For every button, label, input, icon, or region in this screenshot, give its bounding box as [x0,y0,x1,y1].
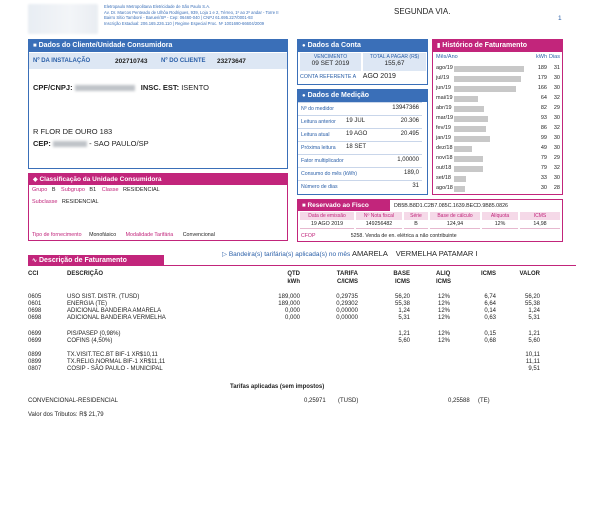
history-kwh: 86 [540,125,547,131]
supply-row [32,232,286,238]
classification-header-label: Classificação da Unidade Consumidora [39,176,162,183]
history-kwh: 166 [537,85,547,91]
history-row [436,164,560,174]
trend-icon: ∿ [32,258,38,264]
billing-icms: 0,15 [484,331,496,337]
billing-tarifa: 0,29302 [336,301,358,307]
history-row [436,104,560,114]
history-month: jun/19 [436,85,451,91]
subgrupo-label: Subgrupo [61,187,85,193]
fiscal-cell [430,212,480,232]
history-month: set/18 [436,175,451,181]
billing-icms: 0,68 [484,338,496,344]
measurement-value: 31 [412,183,419,189]
ref-label: CONTA REFERENTE A [300,74,357,80]
history-bar [454,156,483,162]
due-date-value: 09 SET 2019 [311,60,350,67]
fiscal-col-value: 124,94 [430,220,480,229]
history-month: mar/19 [436,115,454,121]
measurement-row [298,154,422,166]
measurement-label: Número de dias [301,184,338,190]
flags-values: AMARELA VERMELHA PATAMAR I [352,249,478,258]
billing-aliq: 12% [437,308,450,314]
billing-row [28,308,588,315]
billing-aliq: 12% [437,294,450,300]
history-days: 30 [553,135,560,141]
history-kwh: 79 [540,165,547,171]
fiscal-col-value: 149256482 [356,220,402,229]
billing-icms: 6,74 [484,294,496,300]
billing-valor: 11,11 [525,359,540,365]
billing-qtd: 0,000 [284,315,300,321]
history-bar [454,66,524,72]
history-kwh: 179 [537,75,547,81]
history-days-header: Dias [548,54,560,60]
ids-row [29,53,287,69]
flags-row [222,249,477,258]
billing-qtd: 189,000 [278,294,300,300]
history-kwh: 99 [540,135,547,141]
billing-desc: PIS/PASEP (0,98%) [67,331,121,337]
client-header [29,40,287,52]
total-value: 155,67 [384,60,405,67]
history-panel [432,39,563,195]
classe-value: RESIDENCIAL [123,187,160,193]
fiscal-cell [404,212,428,232]
history-month: abr/19 [436,105,452,111]
fiscal-cell [520,212,560,232]
billing-qtd: 0,000 [284,308,300,314]
history-row [436,154,560,164]
history-month: jul/19 [436,75,450,81]
measurement-label: Leitura atual [301,132,330,138]
company-line: Av. Dr. Marcos Penteado de Ulhôa Rodrigues, 939, Loja 1 e 2, Térreo, 1º ao 2º andar - Torre II [104,9,279,15]
cfop-row [301,233,457,239]
subclasse-label: Subclasse [32,199,58,205]
due-date-label: VENCIMENTO [313,54,348,60]
billing-base: 55,38 [394,301,410,307]
measurement-row [298,115,422,127]
flags-label: Bandeira(s) tarifária(s) aplicada(s) no mês [228,251,351,258]
installation-label: Nº DA INSTALAÇÃO [33,58,91,64]
billing-cci: 0807 [28,366,42,372]
account-header [298,40,427,52]
billing-desc: TX.RELIG.NORMAL BIF-1 XR$11,11 [67,359,166,365]
history-days: 32 [553,95,560,101]
billing-base: 56,20 [394,294,410,300]
billing-row [28,338,588,345]
billing-desc: ADICIONAL BANDEIRA VERMELHA [67,315,166,321]
history-kwh: 49 [540,145,547,151]
measurement-row [298,128,422,140]
billing-cci: 0899 [28,352,42,358]
fiscal-col-header: Série [404,212,428,220]
billing-cci: 0699 [28,331,42,337]
measurement-mid: 19 AGO [346,131,368,137]
history-kwh: 79 [540,155,547,161]
flag-icon: ▷ [222,251,227,258]
billing-row [28,294,588,301]
fornecimento-value: Monofásico [89,232,117,238]
billing-valor: 1,24 [528,308,540,314]
grupo-value: B [51,187,56,193]
billing-base: 5,31 [398,315,410,321]
measurement-row [298,141,422,153]
history-days: 30 [553,145,560,151]
measurement-value: 20.495 [400,131,419,137]
col-aliq: ALIQ [436,271,451,277]
history-bar [454,186,465,192]
classification-header [29,174,287,185]
measurement-row [298,167,422,179]
measurement-label: Fator multiplicador [301,158,344,164]
user-icon: ◆ [33,177,38,183]
billing-desc: USO SIST. DISTR. (TUSD) [67,294,140,300]
history-kwh: 30 [540,185,547,191]
insc-value: ISENTO [181,83,210,92]
history-bar [454,76,521,82]
billing-valor: 56,20 [524,294,540,300]
fiscal-col-header: ICMS [520,212,560,220]
address-line: R FLOR DE OURO 183 [33,127,113,136]
measurement-value: 13947366 [392,105,419,111]
billing-aliq: 12% [437,331,450,337]
billing-cci: 0699 [28,338,42,344]
account-header-label: Dados da Conta [307,42,361,49]
history-days: 30 [553,75,560,81]
history-month: mai/19 [436,95,453,101]
cpf-redacted [75,85,135,91]
billing-row [28,359,588,366]
modalidade-value: Convencional [182,232,215,238]
billing-icms: 6,64 [484,301,496,307]
history-bar [454,146,472,152]
company-logo [28,4,98,34]
billing-desc: COSIP - SÃO PAULO - MUNICIPAL [67,366,163,372]
billing-valor: 5,60 [528,338,540,344]
measurement-header-label: Dados de Medição [307,92,370,99]
history-days: 31 [553,65,560,71]
history-header [433,40,562,52]
company-line: Bairro Sítio Tamboré - Barueri/SP - Cep: 06460-040 | CNPJ 61.695.227/0001-93 [104,15,253,21]
measurement-label: Nº do medidor [301,106,335,112]
fiscal-cell [356,212,402,232]
total-cell [363,53,426,71]
ref-value: AGO 2019 [362,73,396,80]
fiscal-col-value: 19 AGO 2019 [300,220,354,229]
billing-row [28,301,588,308]
client-panel [28,39,288,169]
col-cci: CCI [28,271,39,277]
history-row [436,64,560,74]
history-kwh: 33 [540,175,547,181]
col-desc: DESCRIÇÃO [67,271,104,277]
classification-panel [28,173,288,241]
history-kwh-header: kWh [536,54,547,60]
col-base: BASE [393,271,410,277]
client-number-value: 23273647 [217,58,246,65]
col-icms: ICMS [481,271,496,277]
billing-tarifa: 0,29735 [336,294,358,300]
billing-cci: 0698 [28,308,42,314]
fiscal-col-value: 14,98 [520,220,560,229]
fiscal-col-header: Data de emissão [300,212,354,220]
history-row [436,134,560,144]
billing-qtd: 189,000 [278,301,300,307]
tariff-tusd-label: (TUSD) [338,398,359,404]
company-line: Eletropaulo Metropolitana Eletricidade de São Paulo S.A. [104,4,211,9]
insc-label: INSC. EST: [140,83,180,92]
history-kwh: 82 [540,105,547,111]
seal-icon: ■ [302,203,306,209]
fiscal-col-header: Alíquota [482,212,518,220]
history-bar [454,126,486,132]
tariff-tusd: 0,25971 [304,398,326,404]
fiscal-header [298,200,390,211]
history-row [436,114,560,124]
cep-row [33,139,149,148]
billing-base: 1,24 [398,308,410,314]
history-bar [454,166,483,172]
history-month: fev/19 [436,125,451,131]
classe-label: Classe [101,187,119,193]
measurement-mid: 18 SET [346,144,367,150]
fiscal-col-value: 12% [482,220,518,229]
history-row [436,184,560,194]
tariff-te: 0,25588 [448,398,470,404]
measurement-value: 189,0 [403,170,419,176]
billing-valor: 5,31 [528,315,540,321]
tariff-class: CONVENCIONAL-RESIDENCIAL [28,398,119,404]
account-panel [297,39,428,85]
billing-row [28,366,588,373]
col-qtd: QTD [287,271,300,277]
history-row [436,124,560,134]
col-aliq-unit: ICMS [436,279,451,285]
fiscal-cell [300,212,354,232]
history-month: out/18 [436,165,452,171]
col-tarifa-unit: C/ICMS [337,279,358,285]
subclasse-value: RESIDENCIAL [61,199,99,205]
measurement-panel [297,89,428,195]
history-month: ago/18 [436,185,453,191]
history-header-label: Histórico de Faturamento [442,42,528,49]
cpf-row [33,83,209,92]
client-header-label: Dados do Cliente/Unidade Consumidora [38,42,173,49]
billing-icms: 0,14 [484,308,496,314]
cfop-label: CFOP [301,233,316,239]
measurement-row [298,102,422,114]
measurement-header [298,90,427,102]
billing-row [28,315,588,322]
billing-valor: 55,38 [524,301,540,307]
page-number: 1 [558,15,562,22]
taxes-note: Valor dos Tributos: R$ 21,79 [28,412,104,418]
history-days: 30 [553,115,560,121]
history-month: jan/19 [436,135,451,141]
history-bar [454,96,478,102]
city-text: - SAO PAULO/SP [89,139,149,148]
history-kwh: 64 [540,95,547,101]
measurement-value: 20.306 [400,118,419,124]
billing-valor: 10,11 [525,352,540,358]
billing-cci: 0698 [28,315,42,321]
billing-aliq: 12% [437,301,450,307]
history-days: 28 [553,185,560,191]
fiscal-panel [297,199,563,242]
history-bar [454,176,466,182]
billing-row [28,352,588,359]
measurement-mid: 19 JUL [346,118,366,124]
col-base-unit: ICMS [395,279,410,285]
group-row [32,187,160,193]
cfop-value: 5258. Venda de en. elétrica a não contribuinte [350,233,457,239]
billing-valor: 1,21 [528,331,540,337]
billing-row [28,331,588,338]
history-bar [454,86,516,92]
cep-redacted [53,141,87,147]
col-tarifa: TARIFA [336,271,358,277]
history-month-header: Mês/Ano [436,54,458,60]
history-bar [454,116,488,122]
history-month: ago/19 [436,65,453,71]
billing-aliq: 12% [437,315,450,321]
billing-icms: 0,63 [484,315,496,321]
history-row [436,174,560,184]
cpf-label: CPF/CNPJ: [33,83,73,92]
measurement-label: Próxima leitura [301,145,336,151]
history-month: dez/18 [436,145,453,151]
billing-valor: 9,51 [528,366,540,372]
measurement-value: 1,00000 [397,157,419,163]
billing-header-label: Descrição de Faturamento [38,257,127,264]
history-kwh: 93 [540,115,547,121]
history-row [436,74,560,84]
billing-desc: ADICIONAL BANDEIRA AMARELA [67,308,162,314]
installation-value: 202710743 [115,58,148,65]
due-date-cell [300,53,361,71]
billing-cci: 0601 [28,301,42,307]
history-days: 30 [553,85,560,91]
col-qtd-unit: kWh [287,279,300,285]
billing-col-headers [28,271,588,287]
history-row [436,94,560,104]
billing-desc: ENERGIA (TE) [67,301,108,307]
document-title: SEGUNDA VIA. [394,7,451,16]
billing-tarifa: 0,00000 [336,308,358,314]
billing-tarifa: 0,00000 [336,315,358,321]
cep-label: CEP: [33,139,51,148]
history-days: 30 [553,175,560,181]
billing-base: 1,21 [398,331,410,337]
history-days: 32 [553,125,560,131]
company-info [104,4,294,26]
ref-row [300,73,426,80]
fiscal-col-value: B [404,220,428,229]
fiscal-col-header: Base de cálculo [430,212,480,220]
grupo-label: Grupo [32,187,48,193]
history-bar [454,106,484,112]
billing-aliq: 12% [437,338,450,344]
fornecimento-label: Tipo de fornecimento [32,232,82,238]
billing-desc: COFINS (4,50%) [67,338,113,344]
measurement-row [298,180,422,192]
tariff-te-label: (TE) [478,398,490,404]
billing-cci: 0899 [28,359,42,365]
document-icon: ■ [33,43,37,49]
chart-icon: ▮ [437,43,441,49]
history-days: 29 [553,155,560,161]
history-row [436,84,560,94]
billing-header [28,255,164,266]
fiscal-cell [482,212,518,232]
billing-cci: 0605 [28,294,42,300]
search-icon: ● [302,43,306,49]
measurement-label: Consumo do mês (kWh) [301,171,357,177]
company-line: Inscrição Estadual: 206.165.226.110 | Regime Especial Proc. Nº 1001690-66604/2009 [104,20,265,26]
col-valor: VALOR [519,271,540,277]
modalidade-label: Modalidade Tarifária [125,232,174,238]
total-label: TOTAL A PAGAR (R$) [369,54,420,60]
history-month: nov/18 [436,155,453,161]
subgrupo-value: B1 [89,187,97,193]
history-bar [454,136,490,142]
billing-base: 5,60 [398,338,410,344]
fiscal-header-label: Reservado ao Fisco [307,202,369,209]
history-days: 32 [553,165,560,171]
clock-icon: ● [302,93,306,99]
fiscal-code: DB5B.B8D1.C2B7.085C.1639.BECD.9B85.0826 [394,203,508,209]
subclass-row [32,199,99,205]
tariffs-title: Tarifas aplicadas (sem impostos) [230,384,325,390]
history-row [436,144,560,154]
fiscal-col-header: Nº Nota fiscal [356,212,402,220]
billing-desc: TX.VISIT.TEC.BT BIF-1 XR$10,11 [67,352,158,358]
measurement-label: Leitura anterior [301,119,336,125]
history-days: 29 [553,105,560,111]
client-number-label: Nº DO CLIENTE [161,58,206,64]
history-kwh: 189 [537,65,547,71]
